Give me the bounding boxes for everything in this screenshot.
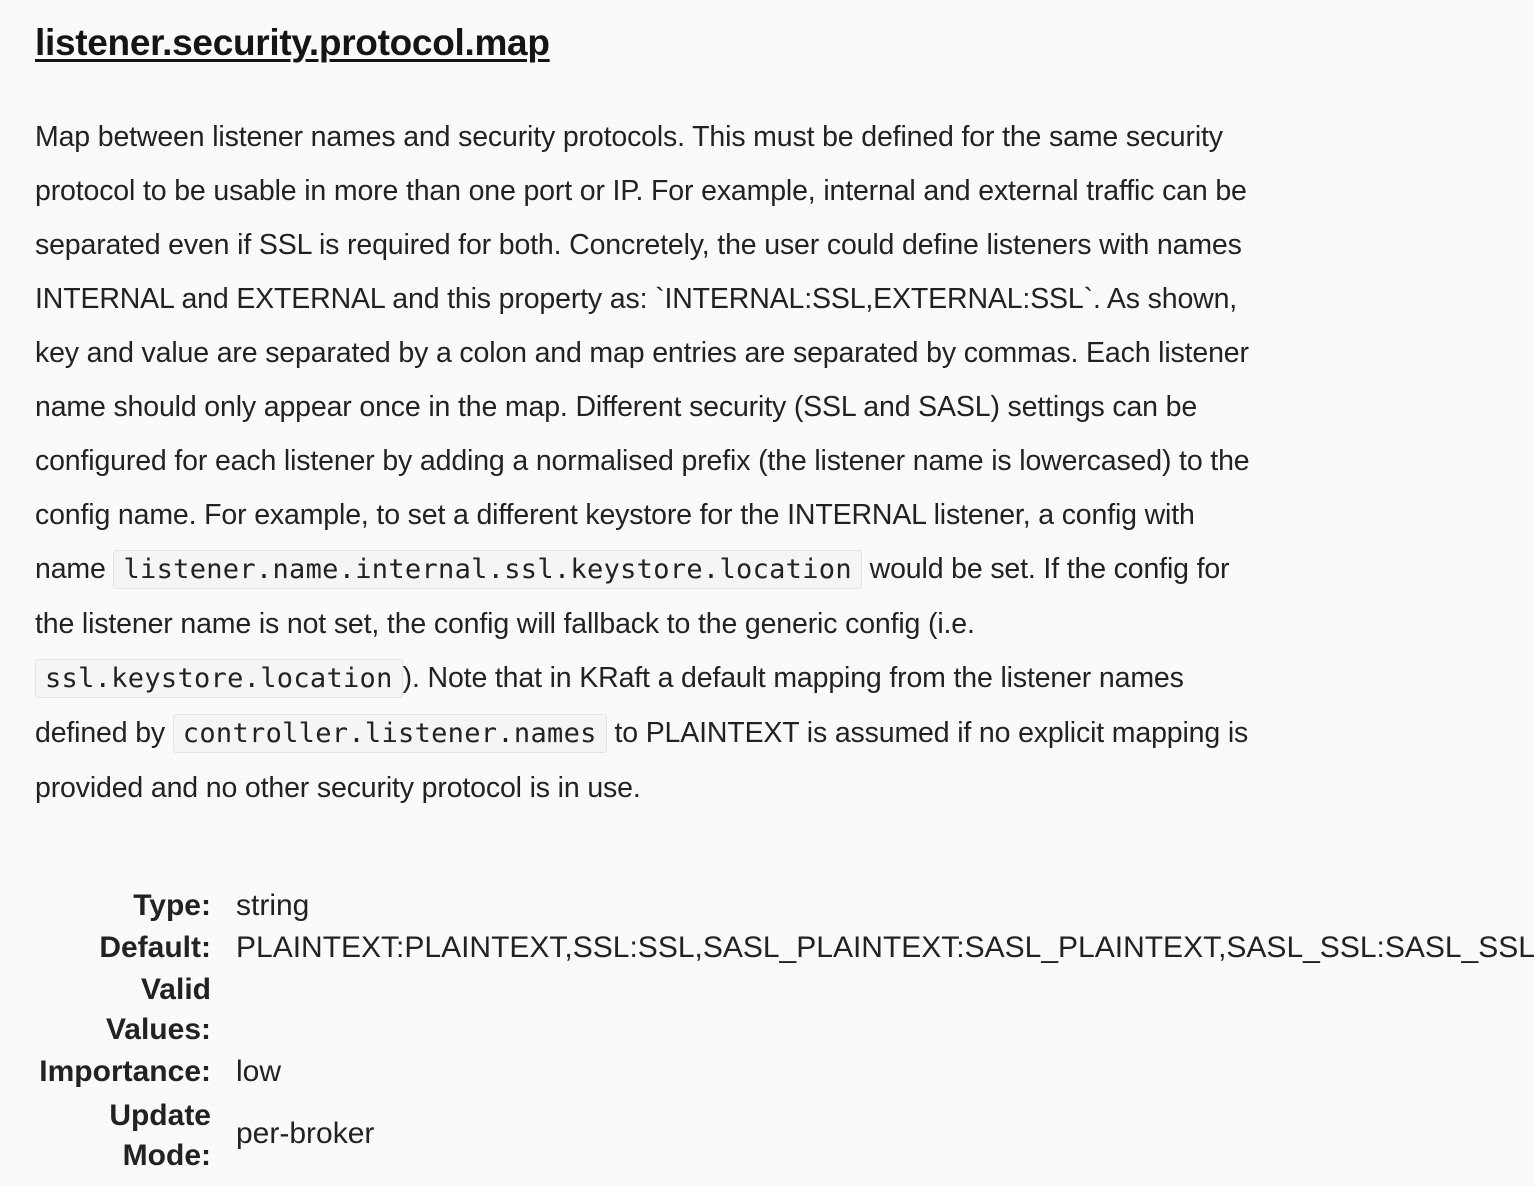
property-label-importance: Importance:: [39, 1055, 211, 1088]
property-value-valid-values: [236, 968, 1535, 1050]
description-text: Map between listener names and security protocols. This must be defined for the same security protocol to be usable in more than one port or IP. For example, internal and external traffic can be separated even if SSL is required for both. Concretely, the user could define listeners with names INTERNAL and EXTERNAL and this property as: `INTERNAL:SSL,EXTERNAL:SSL`. As shown, key and value are separated by a colon and map entries are separated by commas. Each listener name should only appear once in the map. Different security (SSL and SASL) settings can be configured for each listener by adding a normalised prefix (the listener name is lowercased) to the config name. For example, to set a different keystore for the INTERNAL listener, a config with name: [35, 121, 1250, 585]
property-row-valid-values: [35, 968, 1535, 1050]
property-label-valid-values: Valid Values:: [105, 973, 211, 1046]
inline-code: listener.name.internal.ssl.keystore.location: [113, 550, 861, 589]
property-value-update-mode: per-broker: [236, 1117, 375, 1150]
description-text: would be set. If the config for the listener name is not set, the config will fallback to the generic config (i.e.: [35, 553, 1230, 640]
property-value-default: PLAINTEXT:PLAINTEXT,SSL:SSL,SASL_PLAINTEXT:SASL_PLAINTEXT,SASL_SSL:SASL_SSL: [236, 931, 1535, 964]
config-description: [35, 110, 1260, 815]
config-name-link[interactable]: listener.security.protocol.map: [35, 22, 550, 63]
property-row-type: [35, 884, 1535, 928]
property-row-importance: [35, 1050, 1535, 1092]
property-row-default: [35, 928, 1535, 968]
property-value-importance: low: [236, 1055, 282, 1088]
description-text: to PLAINTEXT is assumed if no explicit mapping is provided and no other security protocol is in use.: [35, 717, 1249, 804]
config-properties-table: [35, 884, 1535, 1176]
property-label-type: Type:: [133, 889, 211, 922]
inline-code: controller.listener.names: [173, 714, 607, 753]
property-label-update-mode: Update Mode:: [109, 1099, 211, 1172]
property-value-type: string: [236, 889, 310, 922]
description-text: ). Note that in KRaft a default mapping from the listener names defined by: [35, 662, 1184, 749]
config-entry: [35, 0, 1535, 1172]
property-label-default: Default:: [99, 931, 211, 964]
inline-code: ssl.keystore.location: [35, 659, 403, 698]
property-row-update-mode: [35, 1092, 1535, 1176]
